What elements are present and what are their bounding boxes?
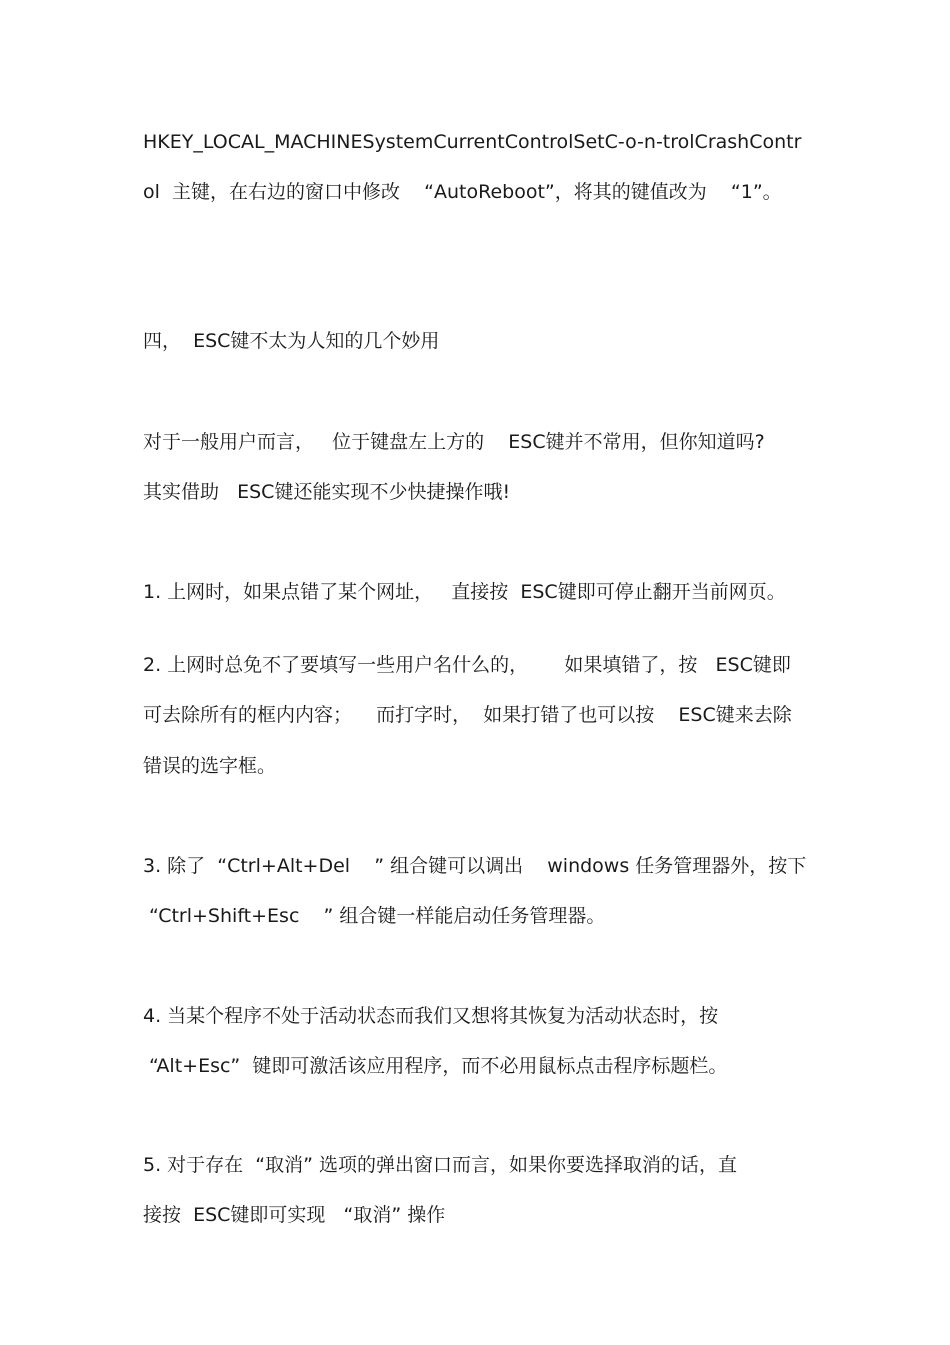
text-line-5: 其实借助 ESC键还能实现不少快捷操作哦! bbox=[143, 481, 511, 503]
list-item-4-line-2: “Alt+Esc” 键即可激活该应用程序，而不必用鼠标点击程序标题栏。 bbox=[143, 1055, 728, 1077]
list-item-4-line-1: 4. 当某个程序不处于活动状态而我们又想将其恢复为活动状态时，按 bbox=[143, 1005, 719, 1027]
list-item-2-line-2: 可去除所有的框内内容； 而打字时， 如果打错了也可以按 ESC键来去除 bbox=[143, 704, 792, 726]
list-item-2-line-1: 2. 上网时总免不了要填写一些用户名什么的， 如果填错了，按 ESC键即 bbox=[143, 654, 791, 676]
text-line-4: 对于一般用户而言， 位于键盘左上方的 ESC键并不常用，但你知道吗? bbox=[143, 431, 765, 453]
section-heading: 四， ESC键不太为人知的几个妙用 bbox=[143, 330, 440, 352]
list-item-3-line-2: “Ctrl+Shift+Esc ” 组合键一样能启动任务管理器。 bbox=[143, 905, 606, 927]
list-item-1: 1. 上网时，如果点错了某个网址， 直接按 ESC键即可停止翻开当前网页。 bbox=[143, 581, 786, 603]
text-line-2: ol 主键，在右边的窗口中修改 “AutoReboot”，将其的键值改为 “1”。 bbox=[143, 181, 782, 203]
list-item-5-line-1: 5. 对于存在 “取消” 选项的弹出窗口而言，如果你要选择取消的话，直 bbox=[143, 1154, 737, 1176]
list-item-3-line-1: 3. 除了 “Ctrl+Alt+Del ” 组合键可以调出 windows 任务管理器外，按下 bbox=[143, 855, 807, 877]
text-line-1: HKEY_LOCAL_MACHINESystemCurrentControlSetC-o-n-trolCrashContr bbox=[143, 131, 802, 153]
list-item-5-line-2: 接按 ESC键即可实现 “取消” 操作 bbox=[143, 1204, 446, 1226]
list-item-2-line-3: 错误的选字框。 bbox=[143, 755, 277, 777]
